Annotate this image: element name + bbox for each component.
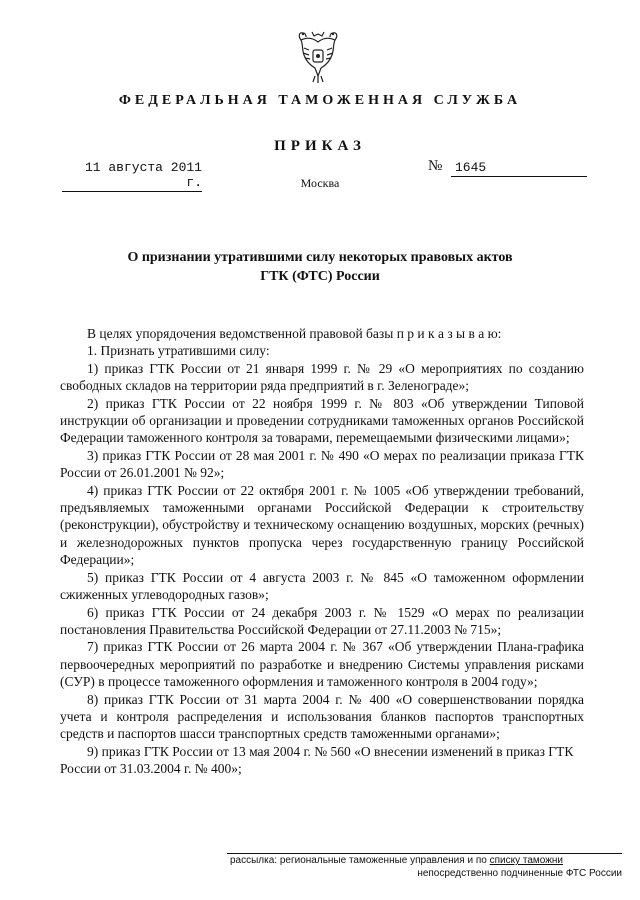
intro-paragraph: В целях упорядочения ведомственной правовой базы п р и к а з ы в а ю: [87,326,502,341]
distribution-line-2: непосредственно подчиненные ФТС России [417,868,622,879]
city: Москва [300,176,340,190]
footer-divider [227,853,622,854]
distribution-list-link[interactable]: списку таможни [489,855,563,866]
list-item: 1) приказ ГТК России от 21 января 1999 г. № 29 «О мероприятиях по созданию свободных складов на территории ряда предприятий в г. Зеленограде»; [60,360,584,394]
list-item: 5) приказ ГТК России от 4 августа 2003 г. № 845 «О таможенном оформлении сжиженных углеводородных газов»; [60,569,584,603]
list-item: 7) приказ ГТК России от 26 марта 2004 г. № 367 «Об утверждении Плана-графика первоочередных мероприятий по разработке и внедрению Системы управления рисками (СУР) в процессе таможенного оформления и таможенного контроля в 2004 году»; [60,639,584,690]
list-item: 9) приказ ГТК России от 13 мая 2004 г. № 560 «О внесении изменений в приказ ГТК России от 31.03.2004 г. № 400»; [60,743,574,777]
list-item: 3) приказ ГТК России от 28 мая 2001 г. № 490 «О мерах по реализации приказа ГТК России от 26.01.2001 № 92»; [60,447,584,481]
list-item: 2) приказ ГТК России от 22 ноября 1999 г. № 803 «Об утверждении Типовой инструкции об организации и проведении сотрудниками таможенных органов Российской Федерации таможенного контроля за товарами, перемещаемыми физическими лицами»; [60,395,584,446]
order-number: 1645 [451,160,587,177]
list-item: 6) приказ ГТК России от 24 декабря 2003 г. № 1529 «О мерах по реализации постановления Правительства Российской Федерации от 27.11.2003 № 715»; [60,604,584,637]
document-title [60,248,580,286]
document-body [60,325,584,778]
list-item: 8) приказ ГТК России от 31 марта 2004 г. № 400 «О совершенствовании порядка учета и контроля распределения и использования бланков паспортов транспортных средств и паспортов шасси транспортных средств таможенными органами»; [60,691,584,742]
title-line-1: О признании утратившими силу некоторых правовых актов [127,250,513,265]
distribution-prefix: рассылка: региональные таможенные управления и по [230,855,490,866]
point-1: 1. Признать утратившими силу: [87,343,270,359]
agency-name: ФЕДЕРАЛЬНАЯ ТАМОЖЕННАЯ СЛУЖБА [118,93,522,108]
list-item: 4) приказ ГТК России от 22 октября 2001 г. № 1005 «Об утверждении требований, предъявляемых таможенными органами Российской Федерации к строительству (реконструкции), обустройству и техническому оснащению воздушных, морских (речных) и железнодорожных пунктов пропуска через государственную границу Российской Федерации»; [60,482,584,568]
number-label: № [428,158,443,174]
title-line-2: ГТК (ФТС) России [260,269,380,284]
distribution-line-1 [230,855,625,866]
order-date: 11 августа 2011 г. [62,160,202,192]
double-headed-eagle-emblem-icon [295,28,341,84]
document-type: ПРИКАЗ [274,138,366,154]
